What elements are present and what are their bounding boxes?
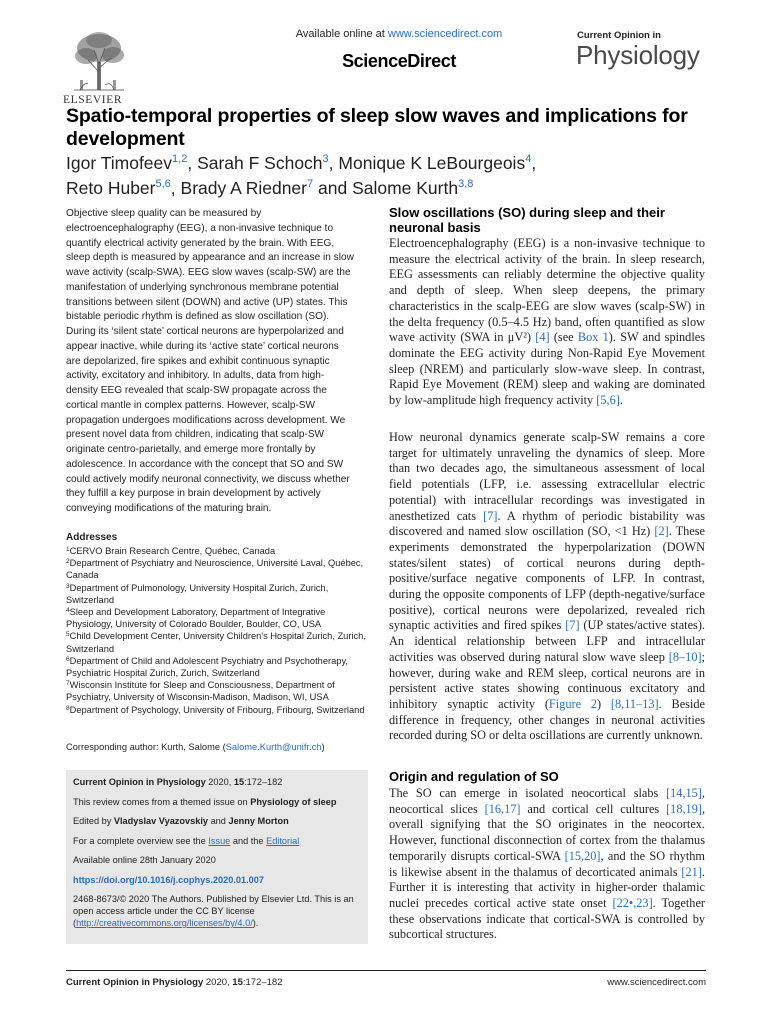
section-2-paragraph-1: The SO can emerge in isolated neocortical slabs [14,15], neocortical slices [16,17] and cortical cell cultures [18,19], overall signifying that the SO originates in the neocortex. However, functional disconnection of cortex from the thalamus temporarily disrupts cortical-SWA [15,20], and the SO rhythm is likewise absent in the thalamus of decorticated animals [21]. Further it is interesting that activity in higher-order thalamic nuclei precedes cortical active state onset [22•,23]. Together these observations indicate that cortical-SWA is controlled by subcortical structures. xyxy=(389,786,706,942)
citation-link[interactable]: [2] xyxy=(654,524,669,539)
address-text: Child Development Center, University Children's Hospital Zurich, Zurich, Switzerland xyxy=(66,631,366,654)
abstract: Objective sleep quality can be measured by electroencephalography (EEG), a non-invasive technique to quantify electrical activity generated by the brain. With EEG, sleep depth is measured by appearance and an increase in slow wave activity (scalp-SWA). EEG slow waves (scalp-SW) are the manifestation of underlying synchronous membrane potential transitions between silent (DOWN) and active (UP) states. This bistable periodic rhythm is defined as slow oscillation (SO). During its ‘silent state’ cortical neurons are hyperpolarized and appear inactive, while during its ‘active state’ cortical neurons are depolarized, fire spikes and exhibit continuous synaptic activity, excitatory and inhibitory. In adults, data from high-density EEG revealed that scalp-SW propagate across the cortical mantle in complex patterns. However, scalp-SW propagation undergoes modifications across development. We present novel data from children, indicating that scalp-SW originate centro-parietally, and emerge more frontally by adolescence. In accordance with the concept that SO and SW could actively modify neuronal connectivity, we discuss whether they fulfill a key purpose in brain development by actively conveying modifications of the maturing brain. xyxy=(66,208,354,514)
author-separator: and xyxy=(313,178,353,198)
available-online: Available online at www.sciencedirect.com xyxy=(295,28,503,40)
footer-divider xyxy=(66,970,706,971)
address-text: Department of Psychiatry and Neuroscience, Université Laval, Québec, Canada xyxy=(66,558,364,581)
journal-label: Current Opinion in xyxy=(577,30,661,41)
info-license: 2468-8673/© 2020 The Authors. Published by Elsevier Ltd. This is an open access article under the CC BY license (http://creativecommons.org/licenses/by/4.0/). xyxy=(73,894,354,928)
address-text: Department of Child and Adolescent Psychiatry and Psychotherapy, Psychiatric Hospital Zurich, Zurich, Switzerland xyxy=(66,655,348,679)
citation-link[interactable]: [8,11–13] xyxy=(610,696,659,711)
info-citation: Current Opinion in Physiology 2020, 15:172–182 xyxy=(73,777,283,787)
citation-link[interactable]: [7] xyxy=(565,618,580,633)
info-available-date: Available online 28th January 2020 xyxy=(73,855,216,865)
address-text: Department of Psychology, University of Fribourg, Fribourg, Switzerland xyxy=(69,704,365,715)
address-number: 1 xyxy=(66,546,70,553)
citation-link[interactable]: [22•,23] xyxy=(612,895,653,910)
citation-link[interactable]: [18,19] xyxy=(666,801,702,816)
section-heading-slow-oscillations: Slow oscillations (SO) during sleep and their neuronal basis xyxy=(389,205,665,235)
address-number: 6 xyxy=(66,655,70,663)
author-name: Igor Timofeev xyxy=(66,153,173,173)
footer-website[interactable]: www.sciencedirect.com xyxy=(607,977,706,988)
platform-name: ScienceDirect xyxy=(342,51,456,71)
section-1-paragraph-2: How neuronal dynamics generate scalp-SW remains a core target for ultimately unraveling the dynamics of sleep. More than two decades ago, the simultaneous assessment of local field potentials (LFP, i.e. assessing extracellular electric potential) with intracellular recordings was investigated in anesthetized cats [7]. A rhythm of periodic bistability was discovered and named slow oscillation (SO, <1 Hz) [2]. These experiments demonstrated the hyperpolarization (DOWN states/silent states) of cortical neurons during depth-positive/surface negative components of LFP. In contrast, during the opposite components of LFP (depth-negative/surface positive), cortical neurons were depolarized, revealed rich synaptic activities and fired spikes [7] (UP states/active states). An identical relationship between LFP and intracellular activities was observed during natural slow wave sleep [8–10]; however, during wake and REM sleep, cortical neurons are in persistent active states showing continuous excitatory and inhibitory synaptic activity (Figure 2) [8,11–13]. Beside difference in frequency, other changes in neuronal activities recorded during SO or delta oscillations are currently unknown. xyxy=(389,430,706,743)
journal-name: Physiology xyxy=(576,40,700,70)
publisher-name: ELSEVIER xyxy=(63,94,123,106)
authors-line-2 xyxy=(66,176,716,201)
author-separator: , xyxy=(328,153,339,173)
article-info-box xyxy=(66,770,368,944)
footer-citation: Current Opinion in Physiology 2020, 15:172–182 xyxy=(66,977,283,988)
address-number: 5 xyxy=(66,631,70,639)
citation-link[interactable]: [21] xyxy=(681,864,702,879)
article-title: Spatio-temporal properties of sleep slow waves and implications for development xyxy=(66,105,688,150)
address-number: 8 xyxy=(66,704,70,712)
citation-link[interactable]: [16,17] xyxy=(484,801,521,816)
author-affiliation-ref[interactable]: 5,6 xyxy=(155,178,171,190)
address-item xyxy=(66,655,366,679)
author-name: Reto Huber xyxy=(66,178,156,198)
address-list xyxy=(66,545,366,716)
address-item xyxy=(66,545,366,557)
address-item xyxy=(66,582,366,606)
author-affiliation-ref[interactable]: 4 xyxy=(525,153,532,165)
citation-link[interactable]: [5,6] xyxy=(596,393,620,408)
address-text: Department of Pulmonology, University Hospital Zurich, Zurich, Switzerland xyxy=(66,582,329,605)
author-list xyxy=(66,151,716,201)
address-item xyxy=(66,606,366,630)
address-number: 2 xyxy=(66,558,70,566)
author-name: Sarah F Schoch xyxy=(197,153,323,173)
citation-link[interactable]: Figure 2 xyxy=(548,696,597,711)
corresponding-author: Corresponding author: Kurth, Salome (Salome.Kurth@unifr.ch) xyxy=(66,742,325,752)
address-text: Wisconsin Institute for Sleep and Consciousness, Department of Psychiatry, University of Wisconsin-Madison, Madison, WI, USA xyxy=(66,680,335,703)
corresponding-email-link[interactable]: Salome.Kurth@unifr.ch xyxy=(225,742,322,752)
address-text: CERVO Brain Research Centre, Québec, Canada xyxy=(69,546,276,556)
address-text: Sleep and Development Laboratory, Department of Integrative Physiology, University of Colorado Boulder, Boulder, CO, USA xyxy=(66,607,326,630)
author-affiliation-ref[interactable]: 3 xyxy=(322,153,329,165)
address-number: 4 xyxy=(66,607,70,615)
citation-link[interactable]: [4] xyxy=(535,330,550,345)
address-item xyxy=(66,679,366,703)
author-affiliation-ref[interactable]: 7 xyxy=(307,178,314,190)
author-affiliation-ref[interactable]: 1,2 xyxy=(172,153,188,165)
author-name: Salome Kurth xyxy=(352,178,459,198)
citation-link[interactable]: [15,20] xyxy=(564,848,601,863)
address-item xyxy=(66,704,366,716)
license-link[interactable]: http://creativecommons.org/licenses/by/4.0/ xyxy=(76,918,253,928)
address-number: 3 xyxy=(66,582,70,590)
citation-link[interactable]: Box 1 xyxy=(577,330,609,345)
section-heading-origin: Origin and regulation of SO xyxy=(389,769,559,784)
author-name: Brady A Riedner xyxy=(180,178,307,198)
editorial-link[interactable]: Editorial xyxy=(266,835,300,846)
info-editors: Edited by Vladyslav Vyazovskiy and Jenny Morton xyxy=(73,816,289,826)
author-affiliation-ref[interactable]: 3,8 xyxy=(458,178,474,190)
address-item xyxy=(66,557,366,581)
citation-link[interactable]: [7] xyxy=(483,508,498,523)
address-number: 7 xyxy=(66,680,70,688)
address-item xyxy=(66,630,366,654)
citation-link[interactable]: [8–10] xyxy=(668,649,702,664)
addresses-heading: Addresses xyxy=(66,532,118,543)
authors-line-1 xyxy=(66,151,716,176)
doi-link[interactable]: https://doi.org/10.1016/j.cophys.2020.01.007 xyxy=(73,874,264,885)
author-separator: , xyxy=(531,153,537,173)
info-overview: For a complete overview see the Issue and the Editorial xyxy=(73,835,300,846)
section-1-paragraph-1: Electroencephalography (EEG) is a non-invasive technique to measure the electrical activity of the brain. In sleep research, EEG assessments can reliably determine the objective quality and depth of sleep. When sleep deepens, the primary characteristics in the scalp-EEG are slow waves (scalp-SW) in the delta frequency (0.5–4.5 Hz) band, often quantified as slow wave activity (SWA in μV²) [4] (see Box 1). SW and spindles dominate the EEG activity during Non-Rapid Eye Movement sleep (NREM) and particularly slow-wave sleep. In contrast, Rapid Eye Movement (REM) sleep and waking are dominated by low-amplitude high frequency activity [5,6]. xyxy=(389,236,705,408)
citation-link[interactable]: [14,15] xyxy=(666,786,702,800)
author-name: Monique K LeBourgeois xyxy=(338,153,526,173)
info-theme: This review comes from a themed issue on Physiology of sleep xyxy=(73,796,337,807)
author-separator: , xyxy=(170,178,181,198)
author-separator: , xyxy=(187,153,198,173)
issue-link[interactable]: Issue xyxy=(208,835,231,846)
sciencedirect-link[interactable]: www.sciencedirect.com xyxy=(387,28,503,40)
